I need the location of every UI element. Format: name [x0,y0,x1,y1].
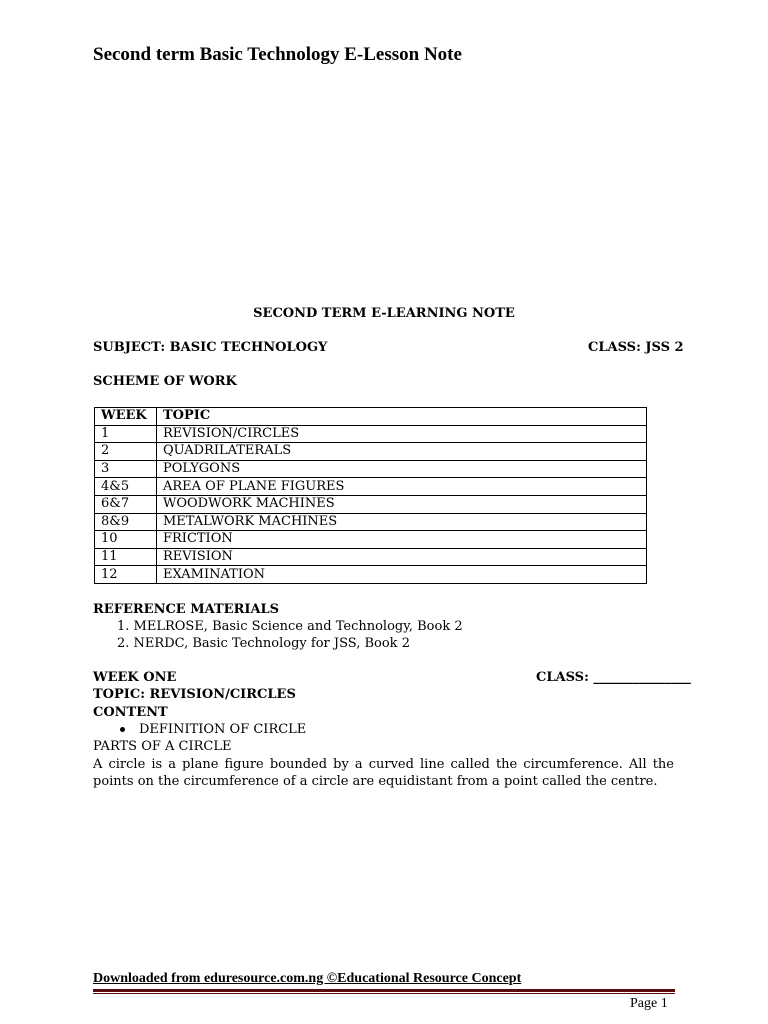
week-cell: 3 [95,460,157,478]
topic-cell: METALWORK MACHINES [157,513,647,531]
header-week: WEEK [95,408,157,426]
week-cell: 8&9 [95,513,157,531]
footer-source-text: Downloaded from eduresource.com.ng ©Educational Resource Concept [93,971,522,986]
table-row [95,478,647,496]
table-row [95,548,647,566]
table-row [95,495,647,513]
bullet-item-label: DEFINITION OF CIRCLE [139,722,307,737]
week-cell: 1 [95,425,157,443]
week-cell: 11 [95,548,157,566]
week-cell: 10 [95,531,157,549]
table-row [95,460,647,478]
footer-rule [93,989,675,992]
week-one-heading: WEEK ONE [93,670,177,685]
table-row [95,513,647,531]
topic-cell: WOODWORK MACHINES [157,495,647,513]
circle-definition-paragraph: A circle is a plane figure bounded by a curved line called the circumference. All the points on the circumference of a circle are equidistant from a point called the centre. [93,757,674,789]
scheme-heading: SCHEME OF WORK [93,374,237,389]
reference-item: 2. NERDC, Basic Technology for JSS, Book 2 [117,636,410,651]
parts-heading: PARTS OF A CIRCLE [93,739,232,754]
table-row [95,566,647,584]
week-cell: 2 [95,443,157,461]
class-blank: CLASS: _______________ [536,670,691,685]
table-row [95,443,647,461]
document-header-title: Second term Basic Technology E-Lesson Note [93,44,462,65]
class-line: CLASS: JSS 2 [588,340,684,355]
page-number: Page 1 [630,996,668,1011]
bullet-item [120,721,306,738]
week-cell: 4&5 [95,478,157,496]
main-title: SECOND TERM E-LEARNING NOTE [253,306,515,321]
topic-cell: REVISION/CIRCLES [157,425,647,443]
subject-line: SUBJECT: BASIC TECHNOLOGY [93,340,328,355]
bullet-icon [120,727,125,732]
topic-cell: QUADRILATERALS [157,443,647,461]
week-cell: 6&7 [95,495,157,513]
table-row [95,531,647,549]
table-row [95,425,647,443]
topic-heading: TOPIC: REVISION/CIRCLES [93,687,296,702]
table-header-row [95,408,647,426]
week-cell: 12 [95,566,157,584]
topic-cell: FRICTION [157,531,647,549]
header-topic: TOPIC [157,408,647,426]
footer-rule-thin [93,993,675,994]
topic-cell: AREA OF PLANE FIGURES [157,478,647,496]
content-heading: CONTENT [93,705,168,720]
references-heading: REFERENCE MATERIALS [93,602,280,617]
topic-cell: REVISION [157,548,647,566]
topic-cell: POLYGONS [157,460,647,478]
topic-cell: EXAMINATION [157,566,647,584]
reference-item: 1. MELROSE, Basic Science and Technology, Book 2 [117,619,463,634]
scheme-of-work-table [94,407,647,584]
